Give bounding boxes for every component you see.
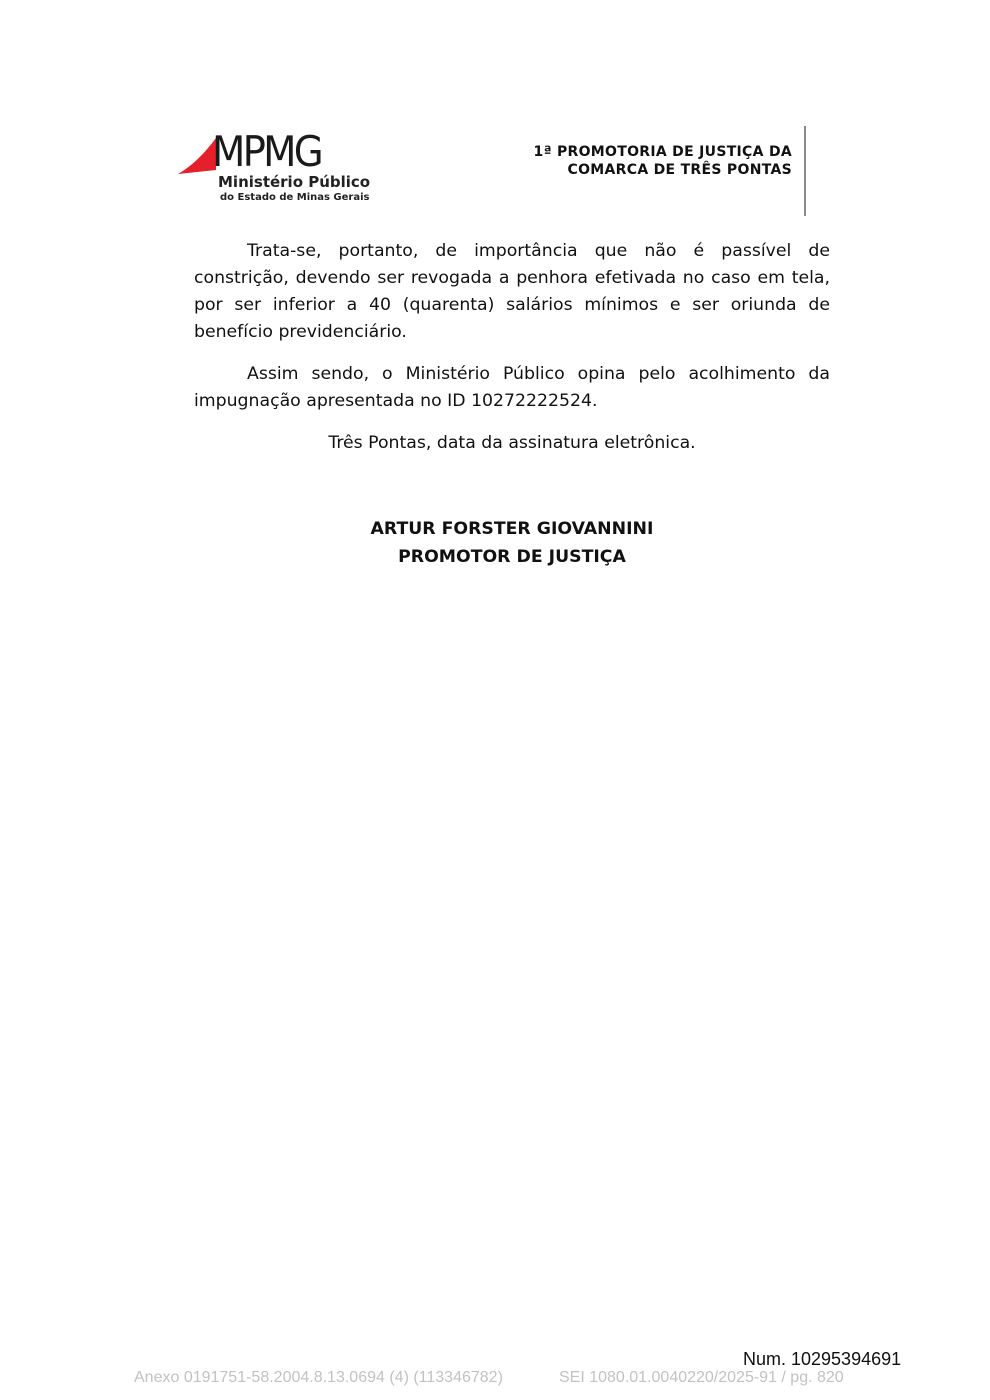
logo-title: MPMG bbox=[212, 127, 321, 176]
office-heading-line2: COMARCA DE TRÊS PONTAS bbox=[567, 162, 792, 178]
office-heading bbox=[534, 143, 792, 179]
annex-reference: Anexo 0191751-58.2004.8.13.0694 (4) (113346782) bbox=[134, 1369, 503, 1386]
document-number: Num. 10295394691 bbox=[743, 1349, 902, 1369]
signer-name: ARTUR FORSTER GIOVANNINI bbox=[370, 519, 654, 539]
signer-role: PROMOTOR DE JUSTIÇA bbox=[398, 547, 626, 567]
sei-reference: SEI 1080.01.0040220/2025-91 / pg. 820 bbox=[559, 1369, 844, 1386]
mpmg-logo bbox=[176, 127, 371, 206]
place-date-line: Três Pontas, data da assinatura eletrônica. bbox=[328, 433, 696, 453]
paragraph-2: Assim sendo, o Ministério Público opina pelo acolhimento da impugnação apresentada no ID 10272222524. bbox=[194, 364, 830, 411]
signature-block bbox=[194, 515, 830, 571]
document-body bbox=[194, 238, 830, 457]
logo-subtitle: Ministério Público bbox=[218, 173, 371, 191]
office-heading-line1: 1ª PROMOTORIA DE JUSTIÇA DA bbox=[533, 144, 792, 160]
logo-subtitle-state: do Estado de Minas Gerais bbox=[220, 192, 370, 203]
header-divider bbox=[804, 126, 806, 216]
paragraph-1: Trata-se, portanto, de importância que não é passível de constrição, devendo ser revogada a penhora efetivada no caso em tela, por ser inferior a 40 (quarenta) salários mínimos e ser oriunda de benefício previdenciário. bbox=[194, 241, 830, 342]
